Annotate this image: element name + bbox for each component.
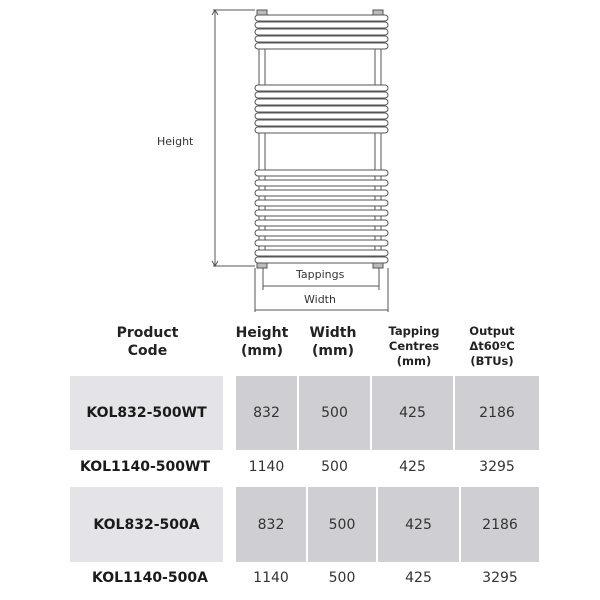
- product-code-cell: KOL832-500A: [70, 487, 223, 562]
- tappings-dimension-label: Tappings: [296, 268, 345, 281]
- width-cell: 500: [321, 459, 348, 475]
- tapping-cell: 425: [405, 570, 432, 586]
- header-line: Δt60ºC: [469, 338, 515, 353]
- header-tapping-centres: [380, 324, 448, 369]
- height-cell: 1140: [253, 570, 289, 586]
- header-line: Code: [127, 342, 168, 359]
- header-line: Width: [309, 325, 357, 341]
- tapping-cell: 425: [372, 376, 453, 450]
- width-cell: 500: [299, 376, 370, 450]
- width-cell: 500: [328, 570, 356, 586]
- product-code-cell: KOL1140-500WT: [79, 459, 211, 475]
- output-cell: 3295: [479, 459, 515, 475]
- output-cell: 2186: [455, 376, 539, 450]
- height-dimension-label: Height: [157, 135, 194, 148]
- output-cell: 3295: [482, 570, 518, 586]
- width-cell: 500: [308, 487, 376, 562]
- header-width: [303, 325, 363, 360]
- header-output: [458, 324, 526, 369]
- header-line: Height: [235, 325, 289, 341]
- product-code-cell: KOL1140-500A: [92, 570, 208, 586]
- header-line: (mm): [241, 342, 283, 359]
- header-line: (mm): [396, 353, 432, 368]
- header-line: (BTUs): [470, 353, 514, 368]
- header-height: [232, 325, 292, 360]
- header-line: (mm): [312, 342, 354, 359]
- height-cell: 832: [236, 376, 297, 450]
- product-code-cell: KOL832-500WT: [70, 376, 223, 450]
- height-cell: 832: [236, 487, 306, 562]
- width-dimension-label: Width: [304, 293, 336, 306]
- height-cell: 1140: [248, 459, 285, 475]
- tapping-cell: 425: [378, 487, 459, 562]
- header-line: Centres: [388, 338, 440, 353]
- header-product-code: [100, 325, 195, 360]
- tapping-cell: 425: [399, 459, 426, 475]
- header-line: Product: [116, 325, 179, 341]
- header-line: Output: [469, 324, 515, 338]
- output-cell: 2186: [461, 487, 539, 562]
- header-line: Tapping: [388, 324, 440, 338]
